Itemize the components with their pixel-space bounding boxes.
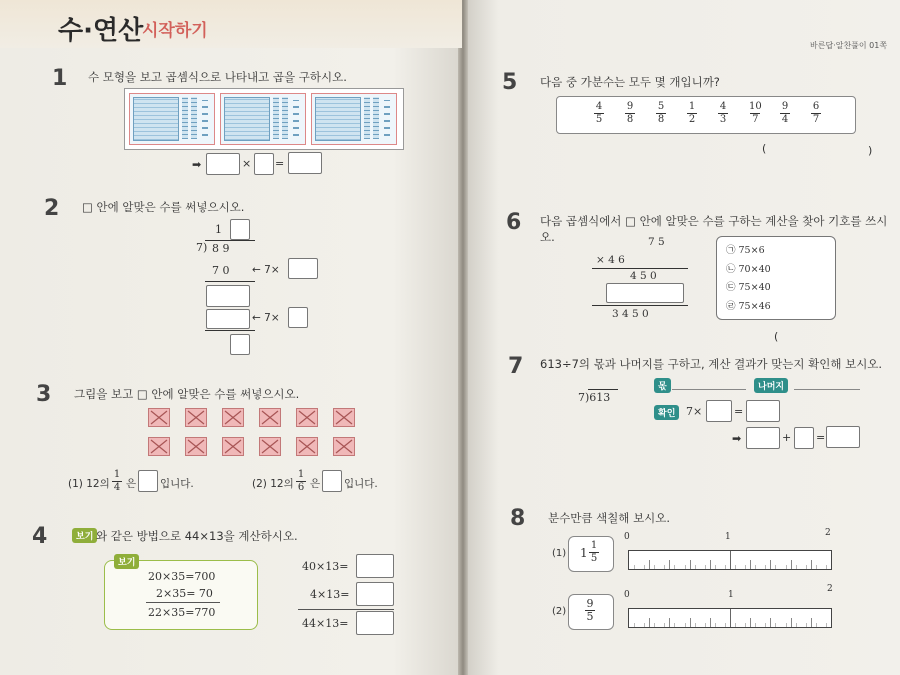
- ruler-subtick: [765, 565, 766, 570]
- answer-box[interactable]: [746, 400, 780, 422]
- answer-paren-right: ): [868, 144, 873, 157]
- ruler-label-0: 0: [624, 532, 630, 542]
- book-gutter: [458, 0, 468, 675]
- ruler-subtick: [664, 623, 665, 628]
- ruler-subtick: [654, 623, 655, 628]
- partial-product: 7 0: [212, 264, 230, 277]
- fraction-item: [656, 102, 666, 125]
- particle: 은: [310, 478, 321, 490]
- answer-box[interactable]: [288, 152, 322, 174]
- answer-box[interactable]: [746, 427, 780, 449]
- answer-box[interactable]: [254, 153, 274, 175]
- denominator: 7: [752, 114, 759, 125]
- ruler-subtick: [806, 565, 807, 570]
- denominator: 8: [626, 114, 634, 125]
- choice-item: [726, 242, 765, 256]
- unit-cubes-icon: [384, 100, 390, 136]
- answer-reference: 바른답·알찬풀이 01쪽: [810, 41, 888, 50]
- ten-rod-icon: [373, 97, 379, 139]
- question-number-1: 1: [52, 66, 68, 91]
- ruler-subtick: [816, 565, 817, 570]
- question-number-6: 6: [506, 210, 522, 235]
- numerator: 1: [113, 469, 121, 480]
- ruler-subtick: [695, 623, 696, 628]
- answer-box[interactable]: [288, 307, 308, 328]
- number-line-strip-2[interactable]: [628, 608, 832, 628]
- part-1-label: (1): [552, 548, 567, 559]
- ruler-tick: [730, 551, 731, 569]
- part-2-suffix: 입니다.: [344, 478, 378, 490]
- ruler-subtick: [826, 565, 827, 570]
- ruler-subtick: [705, 565, 706, 570]
- ruler-subtick: [755, 623, 756, 628]
- subtraction-line: [205, 281, 255, 282]
- quotient-label: 몫: [654, 378, 671, 393]
- crossed-box-icon: [333, 408, 355, 427]
- example-label: 보기: [72, 528, 97, 543]
- ruler-subtick: [685, 565, 686, 570]
- denominator: 2: [688, 114, 696, 125]
- question-3-text: 그림을 보고 □ 안에 알맞은 수를 써넣으시오.: [74, 387, 300, 401]
- dividend: 8 9: [212, 242, 230, 255]
- particle: 은: [126, 478, 137, 490]
- subtraction-line: [205, 330, 255, 331]
- part-2-prefix: (2) 12의: [252, 478, 294, 490]
- block-group-3: [311, 93, 397, 145]
- choice-mark: ㉠: [726, 245, 736, 256]
- ruler-subtick: [705, 623, 706, 628]
- part-1-suffix: 입니다.: [160, 478, 194, 490]
- fraction-item: [625, 102, 635, 125]
- arrow-icon: ➡: [192, 158, 202, 171]
- improper-fraction: [585, 599, 595, 622]
- numerator: 9: [781, 101, 789, 112]
- question-number-7: 7: [508, 354, 524, 379]
- ruler-tick: [791, 618, 792, 627]
- denominator: 7: [812, 114, 820, 125]
- choice-item: [726, 298, 771, 312]
- crossed-box-icon: [148, 437, 170, 456]
- example-sum-line: [146, 602, 220, 603]
- ten-rod-icon: [191, 97, 197, 139]
- base-ten-blocks-panel: [124, 88, 404, 150]
- ruler-subtick: [654, 565, 655, 570]
- answer-box[interactable]: [826, 426, 860, 448]
- fraction-one-sixth: [296, 470, 306, 493]
- arrow-icon: ➡: [732, 432, 742, 445]
- answer-box[interactable]: [206, 153, 240, 175]
- calc-line-1: 40×13=: [302, 560, 349, 573]
- ruler-subtick: [634, 623, 635, 628]
- ruler-label-2: 2: [825, 528, 831, 538]
- ruler-tick: [669, 618, 670, 627]
- ruler-tick: [710, 618, 711, 627]
- block-group-2: [220, 93, 306, 145]
- sum-line: [298, 609, 394, 610]
- denominator: 5: [595, 114, 603, 125]
- equals-sign: =: [275, 157, 285, 170]
- fraction-one-quarter: [112, 470, 122, 493]
- answer-box[interactable]: [138, 470, 158, 492]
- question-2-text: □ 안에 알맞은 수를 써넣으시오.: [82, 200, 245, 214]
- example-box-label: 보기: [114, 554, 139, 569]
- ruler-subtick: [715, 623, 716, 628]
- mixed-whole: 1: [580, 546, 588, 560]
- answer-box[interactable]: [230, 219, 250, 240]
- page-subtitle: 시작하기: [142, 21, 208, 41]
- crossed-box-icon: [222, 437, 244, 456]
- ruler-subtick: [674, 623, 675, 628]
- numerator: 10: [749, 101, 762, 112]
- ruler-subtick: [816, 623, 817, 628]
- ruler-label-1: 1: [728, 590, 734, 600]
- ruler-subtick: [765, 623, 766, 628]
- question-7-text: 613÷7의 몫과 나머지를 구하고, 계산 결과가 맞는지 확인해 보시오.: [540, 357, 883, 371]
- ruler-subtick: [775, 565, 776, 570]
- ruler-subtick: [786, 565, 787, 570]
- denominator: 4: [781, 114, 789, 125]
- ruler-tick: [791, 560, 792, 569]
- choice-expression: 75×46: [738, 300, 771, 312]
- equals-sign: =: [734, 405, 744, 418]
- answer-box[interactable]: [230, 334, 250, 355]
- answer-paren-left: (: [774, 330, 779, 343]
- crossed-box-icon: [185, 437, 207, 456]
- division-bar: [205, 240, 255, 241]
- calc-line-2: 4×13=: [310, 588, 350, 601]
- ruler-subtick: [745, 565, 746, 570]
- answer-box[interactable]: [794, 427, 814, 449]
- numerator: 1: [297, 469, 305, 480]
- ruler-subtick: [735, 565, 736, 570]
- quotient-answer-line: [672, 389, 746, 390]
- choice-expression: 75×6: [738, 245, 765, 256]
- block-group-1: [129, 93, 215, 145]
- fraction-item: [811, 102, 821, 125]
- multiplier: × 4 6: [596, 254, 625, 266]
- answer-box[interactable]: [356, 611, 394, 635]
- quotient-digit: 1: [215, 223, 222, 236]
- numerator: 1: [590, 540, 598, 551]
- question-5-text: 다음 중 가분수는 모두 몇 개입니까?: [540, 75, 720, 89]
- ruler-tick: [690, 560, 691, 569]
- ruler-tick: [710, 560, 711, 569]
- calc-line-3: 44×13=: [302, 617, 349, 630]
- step-note: ← 7×: [252, 264, 280, 276]
- choice-mark: ㉡: [726, 263, 736, 275]
- answer-box[interactable]: [706, 400, 732, 422]
- fraction-item: [718, 102, 728, 125]
- numerator: 4: [719, 101, 727, 112]
- check-label: 확인: [654, 405, 679, 420]
- long-division: 7)613: [578, 391, 611, 404]
- ruler-subtick: [664, 565, 665, 570]
- ruler-tick: [669, 560, 670, 569]
- multiplicand: 7 5: [648, 236, 665, 248]
- fraction-item: [749, 102, 762, 125]
- ruler-subtick: [674, 565, 675, 570]
- ruler-tick: [690, 618, 691, 627]
- answer-box[interactable]: [356, 582, 394, 606]
- answer-box[interactable]: [356, 554, 394, 578]
- ruler-tick: [770, 560, 771, 569]
- ten-rod-icon: [364, 97, 370, 139]
- ruler-label-0: 0: [624, 590, 630, 600]
- step-note: ← 7×: [252, 312, 280, 324]
- answer-paren-left: (: [762, 142, 767, 155]
- ruler-subtick: [644, 565, 645, 570]
- choice-mark: ㉢: [726, 282, 736, 293]
- question-number-3: 3: [36, 382, 52, 407]
- product-line: [592, 268, 688, 269]
- question-4-text: 와 같은 방법으로 44×13을 계산하시오.: [96, 529, 298, 543]
- question-number-4: 4: [32, 524, 48, 549]
- ten-rod-icon: [273, 97, 279, 139]
- plus-sign: +: [782, 431, 792, 444]
- ruler-tick: [811, 560, 812, 569]
- mixed-fraction-part: [589, 541, 599, 564]
- ruler-tick: [649, 560, 650, 569]
- ruler-subtick: [715, 565, 716, 570]
- denominator: 5: [586, 610, 594, 623]
- choice-item: [726, 261, 771, 275]
- page-title: 수·연산: [58, 16, 144, 46]
- part-1-prefix: (1) 12의: [68, 478, 110, 490]
- question-number-5: 5: [502, 70, 518, 95]
- ruler-subtick: [735, 623, 736, 628]
- denominator: 6: [297, 482, 305, 493]
- example-line-3: 22×35=770: [148, 606, 216, 619]
- ruler-subtick: [644, 623, 645, 628]
- number-line-strip-1[interactable]: [628, 550, 832, 570]
- question-6-text: 다음 곱셈식에서 □ 안에 알맞은 수를 구하는 계산을 찾아 기호를 쓰시오.: [540, 214, 888, 244]
- ruler-tick: [770, 618, 771, 627]
- sum-line: [592, 305, 688, 306]
- crossed-box-icon: [148, 408, 170, 427]
- numerator: 9: [586, 597, 594, 610]
- example-line-1: 20×35=700: [148, 570, 216, 583]
- ruler-subtick: [695, 565, 696, 570]
- numerator: 4: [595, 101, 603, 112]
- numerator: 1: [688, 101, 696, 112]
- fraction-item: [780, 102, 790, 125]
- hundred-block-icon: [315, 97, 361, 141]
- ruler-tick: [750, 618, 751, 627]
- answer-box[interactable]: [606, 283, 684, 303]
- question-number-8: 8: [510, 506, 526, 531]
- ten-rod-icon: [182, 97, 188, 139]
- ruler-tick: [649, 618, 650, 627]
- ruler-tick: [811, 618, 812, 627]
- remainder-answer-line: [794, 389, 860, 390]
- answer-box[interactable]: [288, 258, 318, 279]
- numerator: 6: [812, 101, 820, 112]
- final-product: 3 4 5 0: [612, 308, 649, 320]
- ruler-subtick: [826, 623, 827, 628]
- choice-expression: 70×40: [738, 263, 771, 275]
- division-bar: [588, 389, 618, 390]
- denominator: 3: [719, 114, 727, 125]
- ten-rod-icon: [282, 97, 288, 139]
- remainder-label: 나머지: [754, 378, 788, 393]
- choice-expression: 75×40: [738, 282, 771, 293]
- equals-sign: =: [816, 431, 826, 444]
- question-number-2: 2: [44, 196, 60, 221]
- crossed-box-icon: [296, 408, 318, 427]
- divisor: 7): [196, 241, 208, 254]
- numerator: 5: [657, 101, 665, 112]
- denominator: 5: [590, 553, 598, 564]
- fraction-item: [687, 102, 697, 125]
- choice-mark: ㉣: [726, 300, 736, 312]
- ruler-subtick: [775, 623, 776, 628]
- unit-cubes-icon: [202, 100, 208, 136]
- example-line-2: 2×35= 70: [156, 587, 213, 600]
- answer-box[interactable]: [206, 309, 250, 329]
- crossed-box-icon: [333, 437, 355, 456]
- denominator: 8: [657, 114, 665, 125]
- crossed-box-icon: [259, 437, 281, 456]
- crossed-box-icon: [222, 408, 244, 427]
- denominator: 4: [113, 482, 121, 493]
- answer-box[interactable]: [322, 470, 342, 492]
- ruler-tick: [730, 609, 731, 627]
- ruler-subtick: [796, 623, 797, 628]
- answer-box[interactable]: [206, 285, 250, 307]
- ruler-tick: [750, 560, 751, 569]
- numerator: 9: [626, 101, 634, 112]
- check-expression: 7×: [686, 405, 703, 418]
- hundred-block-icon: [224, 97, 270, 141]
- ruler-subtick: [725, 623, 726, 628]
- ruler-subtick: [806, 623, 807, 628]
- ruler-subtick: [634, 565, 635, 570]
- unit-cubes-icon: [293, 100, 299, 136]
- ruler-subtick: [755, 565, 756, 570]
- crossed-box-icon: [259, 408, 281, 427]
- partial-product: 4 5 0: [630, 270, 657, 282]
- choice-item: [726, 279, 771, 293]
- ruler-subtick: [685, 623, 686, 628]
- ruler-subtick: [725, 565, 726, 570]
- part-2-label: (2): [552, 606, 567, 617]
- question-1-text: 수 모형을 보고 곱셈식으로 나타내고 곱을 구하시오.: [88, 70, 347, 84]
- crossed-box-icon: [185, 408, 207, 427]
- ruler-label-2: 2: [827, 584, 833, 594]
- ruler-subtick: [786, 623, 787, 628]
- ruler-subtick: [796, 565, 797, 570]
- question-8-text: 분수만큼 색칠해 보시오.: [548, 511, 671, 525]
- crossed-box-icon: [296, 437, 318, 456]
- fraction-item: [594, 102, 604, 125]
- hundred-block-icon: [133, 97, 179, 141]
- ruler-subtick: [745, 623, 746, 628]
- ruler-label-1: 1: [725, 532, 731, 542]
- times-sign: ×: [242, 157, 252, 170]
